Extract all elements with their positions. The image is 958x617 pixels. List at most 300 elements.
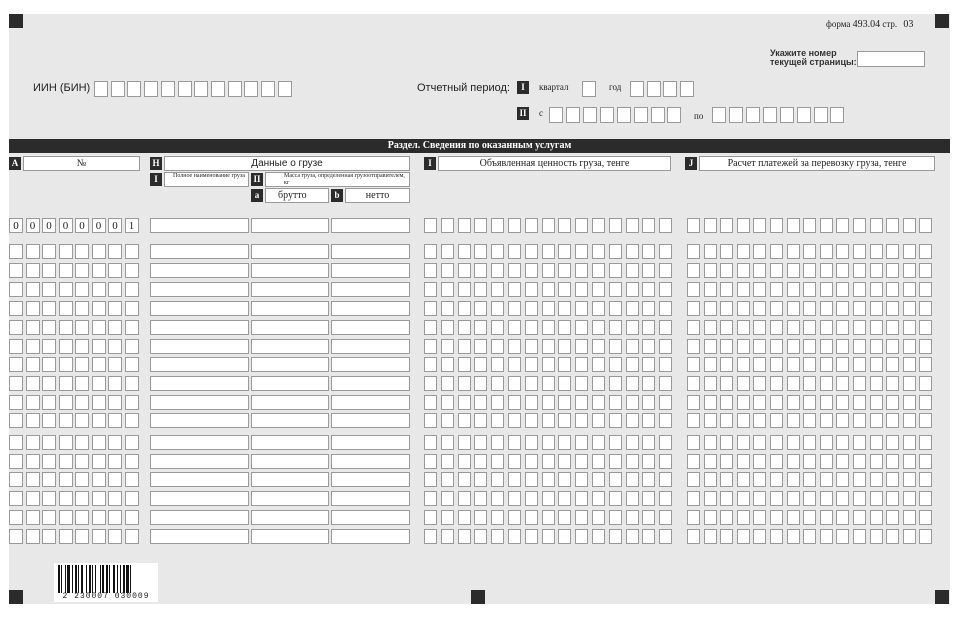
- payment-cell[interactable]: [687, 529, 700, 544]
- row-number-cell[interactable]: [75, 491, 89, 506]
- row-number-cell[interactable]: [26, 320, 40, 335]
- payment-cell[interactable]: [919, 339, 932, 354]
- payment-cell[interactable]: [803, 454, 816, 469]
- payment-cell[interactable]: [836, 529, 849, 544]
- row-number-cell[interactable]: [42, 244, 56, 259]
- declared-value-cell[interactable]: [592, 282, 605, 297]
- year-cell[interactable]: [630, 81, 644, 97]
- net-weight-field[interactable]: [331, 320, 410, 335]
- row-number-cell[interactable]: [75, 510, 89, 525]
- gross-weight-field[interactable]: [251, 320, 329, 335]
- row-number-cell[interactable]: [75, 320, 89, 335]
- iin-cell[interactable]: [244, 81, 258, 97]
- row-number-cell[interactable]: [75, 435, 89, 450]
- payment-cell[interactable]: [753, 263, 766, 278]
- payment-cell[interactable]: [720, 339, 733, 354]
- declared-value-cell[interactable]: [508, 491, 521, 506]
- declared-value-cell[interactable]: [575, 218, 588, 233]
- declared-value-cell[interactable]: [508, 376, 521, 391]
- payment-cell[interactable]: [787, 320, 800, 335]
- row-number-cell[interactable]: [9, 282, 23, 297]
- declared-value-cell[interactable]: [474, 301, 487, 316]
- declared-value-cell[interactable]: [491, 282, 504, 297]
- payment-cell[interactable]: [870, 454, 883, 469]
- payment-cell[interactable]: [803, 218, 816, 233]
- payment-cell[interactable]: [770, 376, 783, 391]
- payment-cell[interactable]: [870, 263, 883, 278]
- declared-value-cell[interactable]: [592, 491, 605, 506]
- declared-value-cell[interactable]: [609, 395, 622, 410]
- payment-cell[interactable]: [886, 320, 899, 335]
- declared-value-cell[interactable]: [558, 263, 571, 278]
- declared-value-cell[interactable]: [609, 263, 622, 278]
- payment-cell[interactable]: [720, 454, 733, 469]
- payment-cell[interactable]: [753, 218, 766, 233]
- declared-value-cell[interactable]: [525, 454, 538, 469]
- row-number-cell[interactable]: [125, 413, 139, 428]
- declared-value-cell[interactable]: [609, 339, 622, 354]
- row-number-cell[interactable]: [59, 395, 73, 410]
- payment-cell[interactable]: [903, 218, 916, 233]
- declared-value-cell[interactable]: [642, 472, 655, 487]
- iin-cell[interactable]: [111, 81, 125, 97]
- iin-cell[interactable]: [228, 81, 242, 97]
- declared-value-cell[interactable]: [626, 263, 639, 278]
- cargo-name-field[interactable]: [150, 435, 249, 450]
- declared-value-cell[interactable]: [558, 282, 571, 297]
- payment-cell[interactable]: [836, 339, 849, 354]
- row-number-cell[interactable]: [42, 263, 56, 278]
- row-number-cell[interactable]: 0: [42, 218, 56, 233]
- payment-cell[interactable]: [886, 301, 899, 316]
- row-number-cell[interactable]: [42, 320, 56, 335]
- declared-value-cell[interactable]: [558, 357, 571, 372]
- declared-value-cell[interactable]: [491, 435, 504, 450]
- gross-weight-field[interactable]: [251, 357, 329, 372]
- from-date-cell[interactable]: [651, 107, 665, 123]
- declared-value-cell[interactable]: [474, 357, 487, 372]
- payment-cell[interactable]: [820, 339, 833, 354]
- payment-cell[interactable]: [803, 244, 816, 259]
- payment-cell[interactable]: [787, 472, 800, 487]
- payment-cell[interactable]: [820, 491, 833, 506]
- declared-value-cell[interactable]: [542, 472, 555, 487]
- declared-value-cell[interactable]: [609, 376, 622, 391]
- declared-value-cell[interactable]: [575, 529, 588, 544]
- declared-value-cell[interactable]: [592, 301, 605, 316]
- declared-value-cell[interactable]: [458, 510, 471, 525]
- cargo-name-field[interactable]: [150, 282, 249, 297]
- payment-cell[interactable]: [820, 218, 833, 233]
- row-number-cell[interactable]: [42, 282, 56, 297]
- declared-value-cell[interactable]: [609, 472, 622, 487]
- row-number-cell[interactable]: [75, 413, 89, 428]
- row-number-cell[interactable]: [59, 301, 73, 316]
- declared-value-cell[interactable]: [626, 529, 639, 544]
- payment-cell[interactable]: [704, 454, 717, 469]
- declared-value-cell[interactable]: [592, 218, 605, 233]
- payment-cell[interactable]: [853, 282, 866, 297]
- declared-value-cell[interactable]: [458, 376, 471, 391]
- iin-cell[interactable]: [144, 81, 158, 97]
- payment-cell[interactable]: [787, 339, 800, 354]
- row-number-cell[interactable]: [9, 529, 23, 544]
- declared-value-cell[interactable]: [525, 510, 538, 525]
- payment-cell[interactable]: [704, 282, 717, 297]
- payment-cell[interactable]: [903, 282, 916, 297]
- declared-value-cell[interactable]: [508, 320, 521, 335]
- row-number-cell[interactable]: 0: [59, 218, 73, 233]
- declared-value-cell[interactable]: [542, 529, 555, 544]
- declared-value-cell[interactable]: [642, 357, 655, 372]
- declared-value-cell[interactable]: [609, 282, 622, 297]
- declared-value-cell[interactable]: [659, 435, 672, 450]
- declared-value-cell[interactable]: [659, 491, 672, 506]
- payment-cell[interactable]: [737, 491, 750, 506]
- row-number-cell[interactable]: [26, 376, 40, 391]
- payment-cell[interactable]: [803, 510, 816, 525]
- row-number-cell[interactable]: [42, 454, 56, 469]
- row-number-cell[interactable]: [125, 491, 139, 506]
- row-number-cell[interactable]: [125, 435, 139, 450]
- payment-cell[interactable]: [853, 320, 866, 335]
- declared-value-cell[interactable]: [424, 339, 437, 354]
- payment-cell[interactable]: [687, 244, 700, 259]
- to-date-cell[interactable]: [780, 107, 794, 123]
- declared-value-cell[interactable]: [508, 339, 521, 354]
- declared-value-cell[interactable]: [525, 357, 538, 372]
- declared-value-cell[interactable]: [575, 491, 588, 506]
- declared-value-cell[interactable]: [558, 320, 571, 335]
- payment-cell[interactable]: [853, 218, 866, 233]
- declared-value-cell[interactable]: [458, 339, 471, 354]
- declared-value-cell[interactable]: [441, 357, 454, 372]
- row-number-cell[interactable]: [59, 376, 73, 391]
- row-number-cell[interactable]: [9, 357, 23, 372]
- payment-cell[interactable]: [870, 413, 883, 428]
- from-date-cell[interactable]: [600, 107, 614, 123]
- row-number-cell[interactable]: [42, 376, 56, 391]
- row-number-cell[interactable]: [9, 510, 23, 525]
- net-weight-field[interactable]: [331, 263, 410, 278]
- declared-value-cell[interactable]: [642, 301, 655, 316]
- payment-cell[interactable]: [820, 263, 833, 278]
- declared-value-cell[interactable]: [474, 413, 487, 428]
- declared-value-cell[interactable]: [626, 472, 639, 487]
- declared-value-cell[interactable]: [542, 395, 555, 410]
- payment-cell[interactable]: [903, 491, 916, 506]
- payment-cell[interactable]: [903, 376, 916, 391]
- cargo-name-field[interactable]: [150, 529, 249, 544]
- row-number-cell[interactable]: [26, 413, 40, 428]
- declared-value-cell[interactable]: [458, 301, 471, 316]
- payment-cell[interactable]: [803, 529, 816, 544]
- declared-value-cell[interactable]: [575, 263, 588, 278]
- page-number-input[interactable]: [857, 51, 925, 67]
- payment-cell[interactable]: [753, 472, 766, 487]
- payment-cell[interactable]: [903, 454, 916, 469]
- payment-cell[interactable]: [820, 282, 833, 297]
- declared-value-cell[interactable]: [424, 263, 437, 278]
- payment-cell[interactable]: [919, 301, 932, 316]
- declared-value-cell[interactable]: [458, 529, 471, 544]
- cargo-name-field[interactable]: [150, 454, 249, 469]
- payment-cell[interactable]: [903, 510, 916, 525]
- payment-cell[interactable]: [870, 357, 883, 372]
- payment-cell[interactable]: [919, 529, 932, 544]
- payment-cell[interactable]: [720, 218, 733, 233]
- payment-cell[interactable]: [753, 357, 766, 372]
- payment-cell[interactable]: [787, 510, 800, 525]
- iin-cell[interactable]: [161, 81, 175, 97]
- payment-cell[interactable]: [853, 413, 866, 428]
- declared-value-cell[interactable]: [474, 282, 487, 297]
- payment-cell[interactable]: [787, 435, 800, 450]
- payment-cell[interactable]: [820, 357, 833, 372]
- year-cell[interactable]: [680, 81, 694, 97]
- declared-value-cell[interactable]: [642, 413, 655, 428]
- declared-value-cell[interactable]: [441, 244, 454, 259]
- payment-cell[interactable]: [853, 510, 866, 525]
- payment-cell[interactable]: [704, 376, 717, 391]
- payment-cell[interactable]: [787, 529, 800, 544]
- payment-cell[interactable]: [737, 395, 750, 410]
- declared-value-cell[interactable]: [542, 282, 555, 297]
- declared-value-cell[interactable]: [575, 244, 588, 259]
- declared-value-cell[interactable]: [508, 472, 521, 487]
- payment-cell[interactable]: [919, 244, 932, 259]
- row-number-cell[interactable]: [108, 301, 122, 316]
- to-date-cell[interactable]: [746, 107, 760, 123]
- payment-cell[interactable]: [687, 218, 700, 233]
- declared-value-cell[interactable]: [558, 413, 571, 428]
- row-number-cell[interactable]: [75, 376, 89, 391]
- row-number-cell[interactable]: [108, 472, 122, 487]
- payment-cell[interactable]: [704, 339, 717, 354]
- from-date-cell[interactable]: [566, 107, 580, 123]
- declared-value-cell[interactable]: [424, 395, 437, 410]
- declared-value-cell[interactable]: [609, 529, 622, 544]
- gross-weight-field[interactable]: [251, 218, 329, 233]
- payment-cell[interactable]: [753, 282, 766, 297]
- payment-cell[interactable]: [770, 339, 783, 354]
- payment-cell[interactable]: [753, 510, 766, 525]
- row-number-cell[interactable]: [75, 282, 89, 297]
- declared-value-cell[interactable]: [626, 244, 639, 259]
- declared-value-cell[interactable]: [441, 435, 454, 450]
- iin-cell[interactable]: [278, 81, 292, 97]
- declared-value-cell[interactable]: [626, 218, 639, 233]
- to-date-cell[interactable]: [814, 107, 828, 123]
- payment-cell[interactable]: [820, 435, 833, 450]
- declared-value-cell[interactable]: [592, 435, 605, 450]
- declared-value-cell[interactable]: [592, 244, 605, 259]
- declared-value-cell[interactable]: [525, 395, 538, 410]
- row-number-cell[interactable]: [9, 301, 23, 316]
- declared-value-cell[interactable]: [424, 413, 437, 428]
- cargo-name-field[interactable]: [150, 413, 249, 428]
- payment-cell[interactable]: [770, 491, 783, 506]
- payment-cell[interactable]: [919, 413, 932, 428]
- payment-cell[interactable]: [720, 413, 733, 428]
- payment-cell[interactable]: [803, 376, 816, 391]
- payment-cell[interactable]: [836, 301, 849, 316]
- row-number-cell[interactable]: [9, 244, 23, 259]
- declared-value-cell[interactable]: [491, 320, 504, 335]
- payment-cell[interactable]: [704, 244, 717, 259]
- payment-cell[interactable]: [836, 395, 849, 410]
- declared-value-cell[interactable]: [542, 510, 555, 525]
- declared-value-cell[interactable]: [575, 301, 588, 316]
- declared-value-cell[interactable]: [458, 218, 471, 233]
- declared-value-cell[interactable]: [642, 244, 655, 259]
- row-number-cell[interactable]: [75, 529, 89, 544]
- row-number-cell[interactable]: [9, 320, 23, 335]
- declared-value-cell[interactable]: [609, 320, 622, 335]
- declared-value-cell[interactable]: [491, 218, 504, 233]
- payment-cell[interactable]: [886, 263, 899, 278]
- row-number-cell[interactable]: [125, 529, 139, 544]
- payment-cell[interactable]: [770, 357, 783, 372]
- row-number-cell[interactable]: [26, 529, 40, 544]
- declared-value-cell[interactable]: [458, 244, 471, 259]
- declared-value-cell[interactable]: [491, 263, 504, 278]
- declared-value-cell[interactable]: [659, 472, 672, 487]
- payment-cell[interactable]: [836, 244, 849, 259]
- declared-value-cell[interactable]: [558, 244, 571, 259]
- payment-cell[interactable]: [853, 357, 866, 372]
- declared-value-cell[interactable]: [508, 395, 521, 410]
- declared-value-cell[interactable]: [626, 357, 639, 372]
- row-number-cell[interactable]: [125, 301, 139, 316]
- row-number-cell[interactable]: [108, 244, 122, 259]
- declared-value-cell[interactable]: [474, 529, 487, 544]
- declared-value-cell[interactable]: [424, 491, 437, 506]
- payment-cell[interactable]: [803, 263, 816, 278]
- iin-cell[interactable]: [178, 81, 192, 97]
- gross-weight-field[interactable]: [251, 413, 329, 428]
- declared-value-cell[interactable]: [659, 244, 672, 259]
- row-number-cell[interactable]: [59, 529, 73, 544]
- row-number-cell[interactable]: [92, 320, 106, 335]
- payment-cell[interactable]: [803, 357, 816, 372]
- declared-value-cell[interactable]: [508, 529, 521, 544]
- payment-cell[interactable]: [787, 395, 800, 410]
- payment-cell[interactable]: [903, 320, 916, 335]
- declared-value-cell[interactable]: [592, 376, 605, 391]
- to-date-cell[interactable]: [729, 107, 743, 123]
- declared-value-cell[interactable]: [441, 395, 454, 410]
- row-number-cell[interactable]: [108, 491, 122, 506]
- declared-value-cell[interactable]: [626, 320, 639, 335]
- payment-cell[interactable]: [720, 529, 733, 544]
- row-number-cell[interactable]: [59, 339, 73, 354]
- row-number-cell[interactable]: [42, 491, 56, 506]
- gross-weight-field[interactable]: [251, 244, 329, 259]
- payment-cell[interactable]: [903, 244, 916, 259]
- payment-cell[interactable]: [820, 510, 833, 525]
- payment-cell[interactable]: [687, 413, 700, 428]
- declared-value-cell[interactable]: [508, 301, 521, 316]
- declared-value-cell[interactable]: [424, 301, 437, 316]
- row-number-cell[interactable]: [59, 472, 73, 487]
- declared-value-cell[interactable]: [491, 301, 504, 316]
- cargo-name-field[interactable]: [150, 376, 249, 391]
- declared-value-cell[interactable]: [592, 413, 605, 428]
- declared-value-cell[interactable]: [542, 357, 555, 372]
- row-number-cell[interactable]: [26, 282, 40, 297]
- payment-cell[interactable]: [704, 435, 717, 450]
- row-number-cell[interactable]: [108, 339, 122, 354]
- row-number-cell[interactable]: [92, 376, 106, 391]
- declared-value-cell[interactable]: [592, 454, 605, 469]
- declared-value-cell[interactable]: [491, 529, 504, 544]
- payment-cell[interactable]: [836, 263, 849, 278]
- row-number-cell[interactable]: [9, 376, 23, 391]
- declared-value-cell[interactable]: [458, 282, 471, 297]
- row-number-cell[interactable]: [59, 357, 73, 372]
- payment-cell[interactable]: [704, 263, 717, 278]
- payment-cell[interactable]: [903, 435, 916, 450]
- row-number-cell[interactable]: [92, 413, 106, 428]
- payment-cell[interactable]: [820, 395, 833, 410]
- payment-cell[interactable]: [919, 376, 932, 391]
- row-number-cell[interactable]: [59, 320, 73, 335]
- payment-cell[interactable]: [820, 472, 833, 487]
- payment-cell[interactable]: [787, 357, 800, 372]
- declared-value-cell[interactable]: [474, 244, 487, 259]
- payment-cell[interactable]: [687, 510, 700, 525]
- payment-cell[interactable]: [720, 263, 733, 278]
- row-number-cell[interactable]: [125, 339, 139, 354]
- declared-value-cell[interactable]: [441, 301, 454, 316]
- declared-value-cell[interactable]: [474, 218, 487, 233]
- payment-cell[interactable]: [886, 395, 899, 410]
- gross-weight-field[interactable]: [251, 339, 329, 354]
- row-number-cell[interactable]: [92, 301, 106, 316]
- net-weight-field[interactable]: [331, 244, 410, 259]
- gross-weight-field[interactable]: [251, 491, 329, 506]
- row-number-cell[interactable]: [125, 357, 139, 372]
- declared-value-cell[interactable]: [609, 244, 622, 259]
- declared-value-cell[interactable]: [424, 454, 437, 469]
- payment-cell[interactable]: [886, 454, 899, 469]
- payment-cell[interactable]: [770, 472, 783, 487]
- payment-cell[interactable]: [787, 491, 800, 506]
- row-number-cell[interactable]: [75, 472, 89, 487]
- row-number-cell[interactable]: [92, 395, 106, 410]
- declared-value-cell[interactable]: [609, 510, 622, 525]
- declared-value-cell[interactable]: [424, 244, 437, 259]
- declared-value-cell[interactable]: [491, 339, 504, 354]
- payment-cell[interactable]: [720, 435, 733, 450]
- row-number-cell[interactable]: [92, 435, 106, 450]
- payment-cell[interactable]: [836, 454, 849, 469]
- payment-cell[interactable]: [836, 320, 849, 335]
- payment-cell[interactable]: [720, 282, 733, 297]
- row-number-cell[interactable]: [125, 454, 139, 469]
- declared-value-cell[interactable]: [458, 320, 471, 335]
- declared-value-cell[interactable]: [609, 413, 622, 428]
- row-number-cell[interactable]: [59, 244, 73, 259]
- payment-cell[interactable]: [919, 510, 932, 525]
- gross-weight-field[interactable]: [251, 510, 329, 525]
- declared-value-cell[interactable]: [575, 413, 588, 428]
- payment-cell[interactable]: [687, 472, 700, 487]
- payment-cell[interactable]: [870, 301, 883, 316]
- cargo-name-field[interactable]: [150, 472, 249, 487]
- net-weight-field[interactable]: [331, 395, 410, 410]
